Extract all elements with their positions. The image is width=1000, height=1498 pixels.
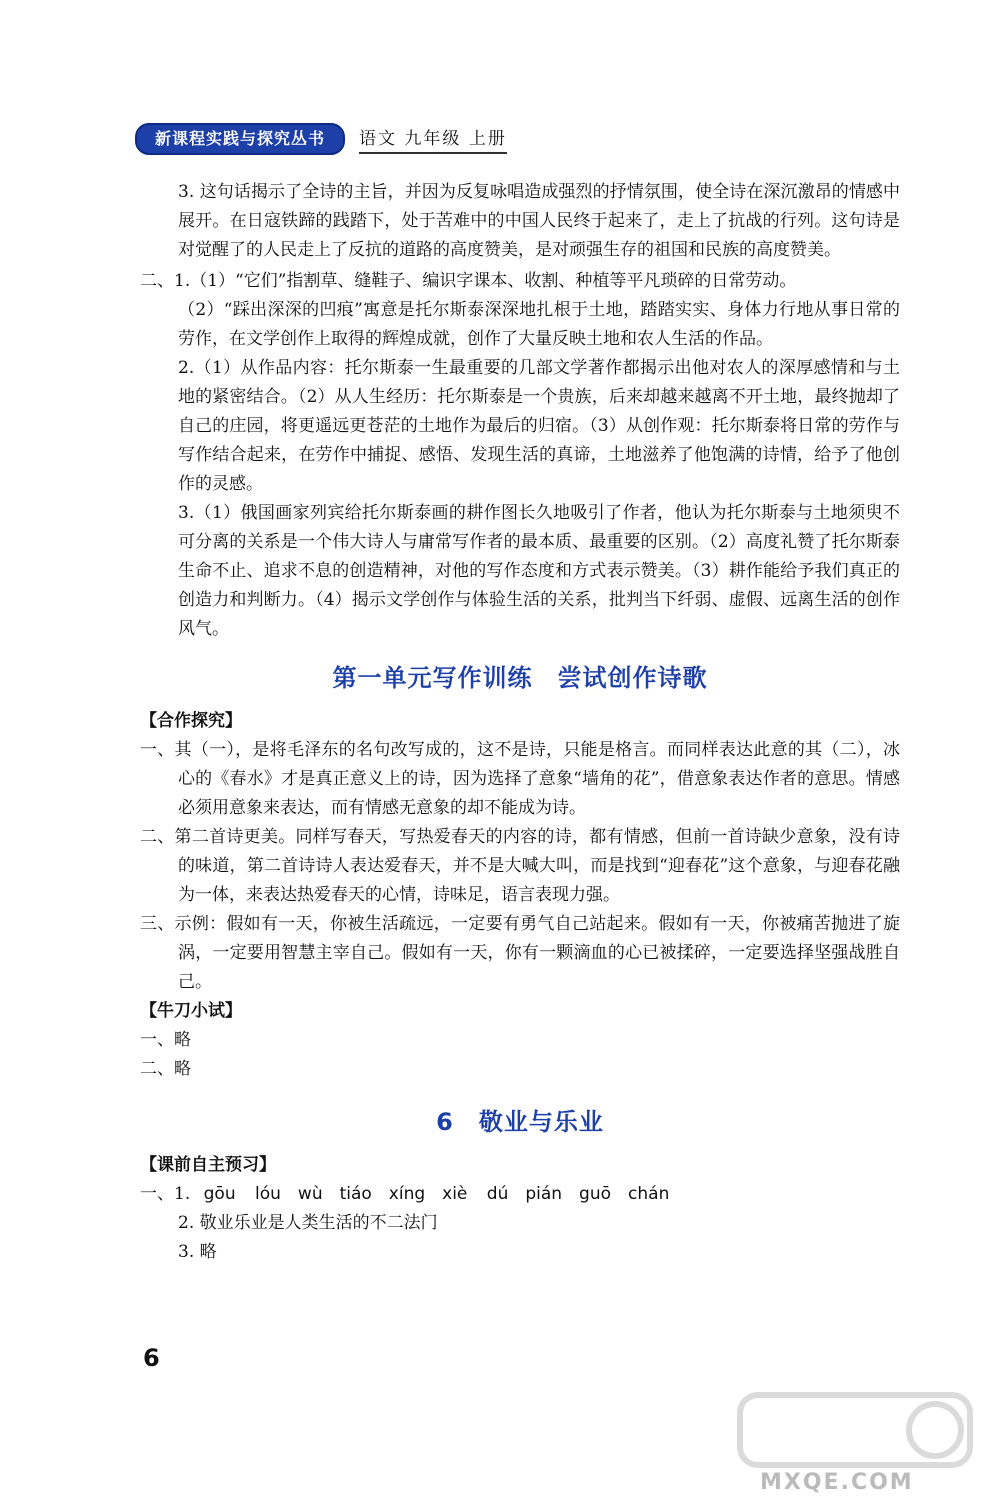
- answer-paragraph: 二、第二首诗更美。同样写春天，写热爱春天的内容的诗，都有情感，但前一首诗缺少意象，没有诗的味道，第二首诗诗人表达爱春天，并不是大喊大叫，而是找到“迎春花”这个意象，与迎春花融为一体，来表达热爱春天的心情，诗味足，语言表现力强。: [140, 827, 900, 905]
- answer-paragraph: 3.（1）俄国画家列宾给托尔斯泰画的耕作图长久地吸引了作者，他认为托尔斯泰与土地须臾不可分离的关系是一个伟大诗人与庸常写作者的最本质、最重要的区别。（2）高度礼赞了托尔斯泰生命不止、追求不息的创造精神，对他的写作态度和方式表示赞美。（3）耕作能给予我们真正的创造力和判断力。（4）揭示文学创作与体验生活的关系，批判当下纤弱、虚假、远离生活的创作风气。: [178, 503, 900, 639]
- section-tag: 【课前自主预习】: [140, 1155, 276, 1175]
- answer-paragraph: 3. 这句话揭示了全诗的主旨，并因为反复咏唱造成强烈的抒情氛围，使全诗在深沉激昂的情感中展开。在日寇铁蹄的践踏下，处于苦难中的中国人民终于起来了，走上了抗战的行列。这句诗是对觉醒了的人民走上了反抗的道路的高度赞美，是对顽强生存的祖国和民族的高度赞美。: [178, 182, 900, 260]
- series-badge: 新课程实践与探究丛书: [135, 123, 345, 155]
- answer-line: [140, 1180, 900, 1209]
- watermark-text: MXQE.COM: [760, 1470, 914, 1495]
- answer-line: 2. 敬业乐业是人类生活的不二法门: [178, 1213, 438, 1233]
- page-header: [135, 124, 507, 154]
- answer-paragraph: 2.（1）从作品内容：托尔斯泰一生最重要的几部文学著作都揭示出他对农人的深厚感情和与土地的紧密结合。（2）从人生经历：托尔斯泰是一个贵族，后来却越来越离不开土地，最终抛却了自己的庄园，将更遥远更苍茫的土地作为最后的归宿。（3）从创作观：托尔斯泰将日常的劳作与写作结合起来，在劳作中捕捉、感悟、发现生活的真谛，土地滋养了他饱满的诗情，给予了他创作的灵感。: [178, 358, 900, 494]
- subject-label: 语文 九年级 上册: [359, 124, 507, 154]
- page-number: 6: [143, 1344, 160, 1372]
- section-tag: 【合作探究】: [140, 711, 242, 731]
- lesson-title: 6 敬业与乐业: [436, 1108, 604, 1136]
- pinyin-answers: gōu lóu wù tiáo xíng xiè dú pián guō chán: [203, 1184, 670, 1204]
- answer-line: 3. 略: [178, 1242, 217, 1262]
- question-number: 一、1.: [140, 1184, 191, 1204]
- answer-line: 二、略: [140, 1059, 191, 1079]
- section-tag: 【牛刀小试】: [140, 1001, 242, 1021]
- answer-paragraph: 三、示例：假如有一天，你被生活疏远，一定要有勇气自己站起来。假如有一天，你被痛苦抛进了旋涡，一定要用智慧主宰自己。假如有一天，你有一颗滴血的心已被揉碎，一定要选择坚强战胜自己。: [140, 914, 900, 992]
- answer-line: 一、略: [140, 1030, 191, 1050]
- answer-paragraph: （2）“踩出深深的凹痕”寓意是托尔斯泰深深地扎根于土地，踏踏实实、身体力行地从事日常的劳作，在文学创作上取得的辉煌成就，创作了大量反映土地和农人生活的作品。: [178, 300, 900, 349]
- answer-paragraph: 一、其（一），是将毛泽东的名句改写成的，这不是诗，只能是格言。而同样表达此意的其（二），冰心的《春水》才是真正意义上的诗，因为选择了意象“墙角的花”，借意象表达作者的意思。情感必须用意象来表达，而有情感无意象的却不能成为诗。: [140, 740, 900, 818]
- page-content: [140, 178, 900, 1267]
- section-title: 第一单元写作训练 尝试创作诗歌: [332, 664, 708, 692]
- answer-paragraph: 二、1.（1）“它们”指割草、缝鞋子、编识字课本、收割、种植等平凡琐碎的日常劳动。: [140, 271, 797, 291]
